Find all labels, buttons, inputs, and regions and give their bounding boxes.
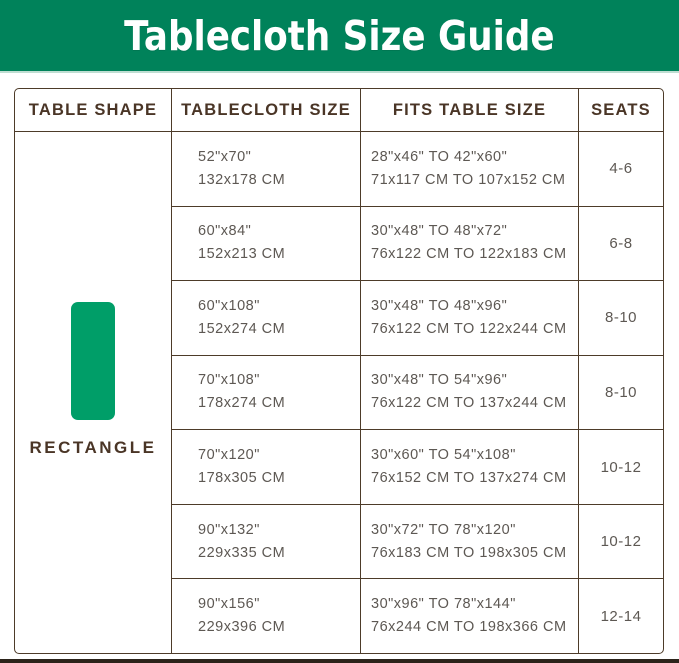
size-cm: 152x213 CM (198, 246, 286, 263)
tablecloth-size-cell (171, 280, 360, 355)
fits-inches: 30"x60" TO 54"x108" (371, 447, 516, 464)
size-inches: 70"x120" (198, 447, 260, 464)
header-cell-table-shape: TABLE SHAPE (28, 100, 158, 119)
size-cm: 229x396 CM (198, 619, 286, 636)
seats-cell: 10-12 (578, 504, 663, 579)
size-cm: 178x274 CM (198, 395, 286, 412)
fits-inches: 28"x46" TO 42"x60" (371, 148, 508, 165)
size-inches: 60"x108" (198, 297, 260, 314)
fits-cm: 76x183 CM TO 198x305 CM (371, 544, 567, 561)
fits-table-size-cell (360, 355, 578, 430)
seats-cell: 8-10 (578, 355, 663, 430)
page-title: Tablecloth Size Guide (124, 11, 555, 60)
fits-table-size-cell (360, 206, 578, 281)
size-cm: 178x305 CM (198, 470, 286, 487)
size-inches: 60"x84" (198, 223, 252, 240)
fits-inches: 30"x48" TO 54"x96" (371, 372, 508, 389)
tablecloth-size-cell (171, 578, 360, 653)
size-table-grid (15, 89, 663, 653)
size-inches: 52"x70" (198, 148, 252, 165)
tablecloth-size-cell (171, 504, 360, 579)
header-cell-seats: SEATS (578, 89, 663, 131)
fits-inches: 30"x48" TO 48"x72" (371, 223, 508, 240)
seats-cell: 4-6 (578, 131, 663, 206)
tablecloth-size-cell (171, 429, 360, 504)
size-inches: 70"x108" (198, 372, 260, 389)
tablecloth-size-cell (171, 131, 360, 206)
fits-table-size-cell (360, 578, 578, 653)
header-cell-tablecloth-size: TABLECLOTH SIZE (171, 89, 360, 131)
seats-cell: 6-8 (578, 206, 663, 281)
bottom-edge-strip (0, 659, 679, 663)
title-banner (0, 0, 679, 73)
size-inches: 90"x156" (198, 596, 260, 613)
shape-label: RECTANGLE (29, 438, 157, 458)
size-guide-table (14, 88, 664, 654)
fits-inches: 30"x48" TO 48"x96" (371, 297, 508, 314)
size-cm: 132x178 CM (198, 171, 286, 188)
seats-cell: 10-12 (578, 429, 663, 504)
fits-table-size-cell (360, 280, 578, 355)
fits-cm: 76x122 CM TO 122x244 CM (371, 320, 567, 337)
tablecloth-size-cell (171, 355, 360, 430)
table-shape-cell (15, 131, 171, 653)
fits-table-size-cell (360, 429, 578, 504)
fits-cm: 76x122 CM TO 137x244 CM (371, 395, 567, 412)
size-inches: 90"x132" (198, 521, 260, 538)
header-cell-fits-table-size: FITS TABLE SIZE (360, 89, 578, 131)
fits-inches: 30"x72" TO 78"x120" (371, 521, 516, 538)
fits-cm: 76x152 CM TO 137x274 CM (371, 470, 567, 487)
fits-table-size-cell (360, 131, 578, 206)
rectangle-shape-icon (71, 302, 115, 420)
fits-inches: 30"x96" TO 78"x144" (371, 596, 516, 613)
fits-cm: 76x122 CM TO 122x183 CM (371, 246, 567, 263)
fits-cm: 76x244 CM TO 198x366 CM (371, 619, 567, 636)
seats-cell: 8-10 (578, 280, 663, 355)
fits-table-size-cell (360, 504, 578, 579)
tablecloth-size-cell (171, 206, 360, 281)
size-cm: 229x335 CM (198, 544, 286, 561)
seats-cell: 12-14 (578, 578, 663, 653)
size-cm: 152x274 CM (198, 320, 286, 337)
fits-cm: 71x117 CM TO 107x152 CM (371, 171, 566, 188)
